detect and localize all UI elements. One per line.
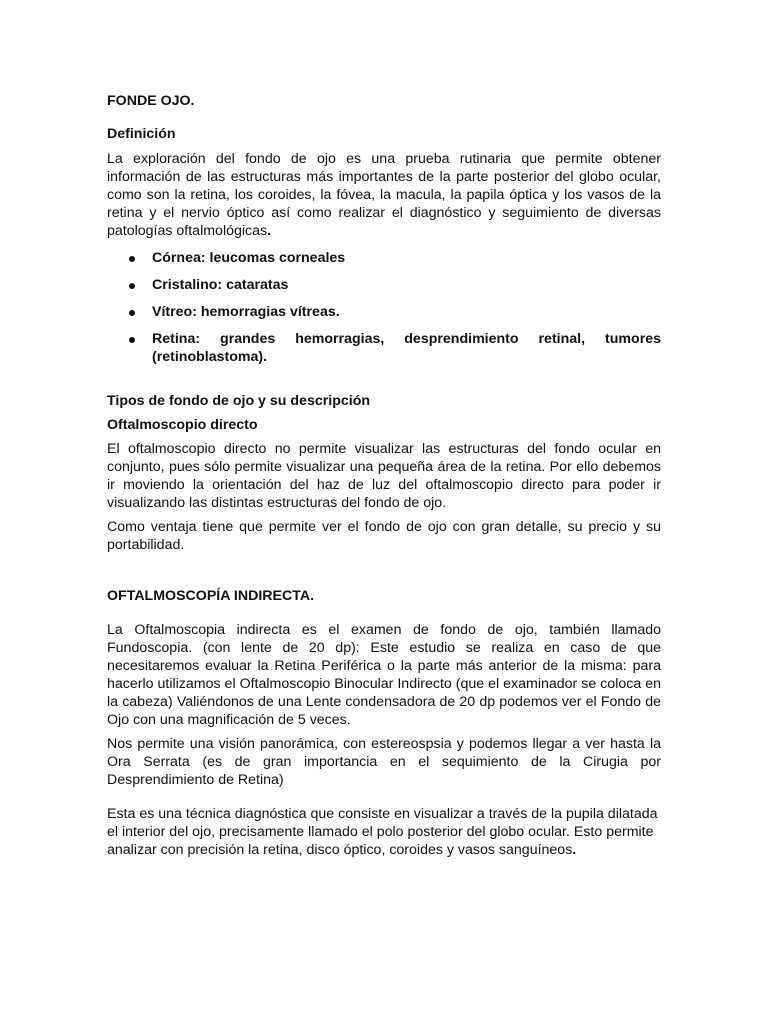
list-item: Retina: grandes hemorragias, desprendimiento retinal, tumores (retinoblastoma).	[107, 330, 661, 366]
types-heading: Tipos de fondo de ojo y su descripción	[107, 393, 371, 409]
list-item: Cristalino: cataratas	[107, 276, 661, 294]
bullet-icon	[129, 256, 135, 262]
definition-text: La exploración del fondo de ojo es una prueba rutinaria que permite obtener información de las estructuras más importantes de la parte posterior del globo ocular, como son la retina, los coroides, la fóvea, la macula, la papila óptica y los vasos de la retina y el nervio óptico así como realizar el diagnóstico y seguimiento de diversas patologías oftalmológicas	[107, 151, 661, 239]
definition-end: .	[267, 223, 272, 239]
bullet-icon	[129, 283, 135, 289]
direct-paragraph-2: Como ventaja tiene que permite ver el fondo de ojo con gran detalle, su precio y su portabilidad.	[107, 519, 661, 553]
definition-heading: Definición	[107, 126, 176, 142]
indirect-paragraph-2: Nos permite una visión panorámica, con estereospsia y podemos llegar a ver hasta la Ora Serrata (es de gran importancia en el sequimiento de la Cirugia por Desprendimiento de Retina)	[107, 736, 661, 788]
indirect-paragraph-3-text: Esta es una técnica diagnóstica que consiste en visualizar a través de la pupila dilatada el interior del ojo, precisamente llamado el polo posterior del globo ocular. Esto permite analizar con precisión la retina, disco óptico, coroides y vasos sanguíneos	[107, 806, 658, 858]
list-item: Vítreo: hemorragias vítreas.	[107, 303, 661, 321]
document-title: FONDE OJO.	[107, 93, 195, 109]
document-content	[107, 92, 661, 859]
direct-ophthalmoscope-heading: Oftalmoscopio directo	[107, 417, 258, 433]
indirect-paragraph-3-end: .	[572, 842, 577, 858]
indirect-heading: OFTALMOSCOPÍA INDIRECTA.	[107, 588, 315, 604]
indirect-paragraph-3	[107, 805, 661, 859]
indirect-paragraph-1: La Oftalmoscopia indirecta es el examen de fondo de ojo, también llamado Fundoscopia. (con lente de 20 dp): Este estudio se realiza en caso de que necesitaremos evaluar la Retina Periférica o la parte más anterior de la misma: para hacerlo utilizamos el Oftalmoscopio Binocular Indirecto (que el examinador se coloca en la cabeza) Valiéndonos de una Lente condensadora de 20 dp podemos ver el Fondo de Ojo con una magnificación de 5 veces.	[107, 622, 661, 728]
list-item: Córnea: leucomas corneales	[107, 249, 661, 267]
pathology-list	[107, 249, 661, 366]
bullet-icon	[129, 337, 135, 343]
bullet-icon	[129, 310, 135, 316]
definition-paragraph	[107, 150, 661, 240]
direct-paragraph-1: El oftalmoscopio directo no permite visualizar las estructuras del fondo ocular en conjunto, pues sólo permite visualizar una pequeña área de la retina. Por ello debemos ir moviendo la orientación del haz de luz del oftalmoscopio directo para poder ir visualizando las distintas estructuras del fondo de ojo.	[107, 441, 661, 511]
